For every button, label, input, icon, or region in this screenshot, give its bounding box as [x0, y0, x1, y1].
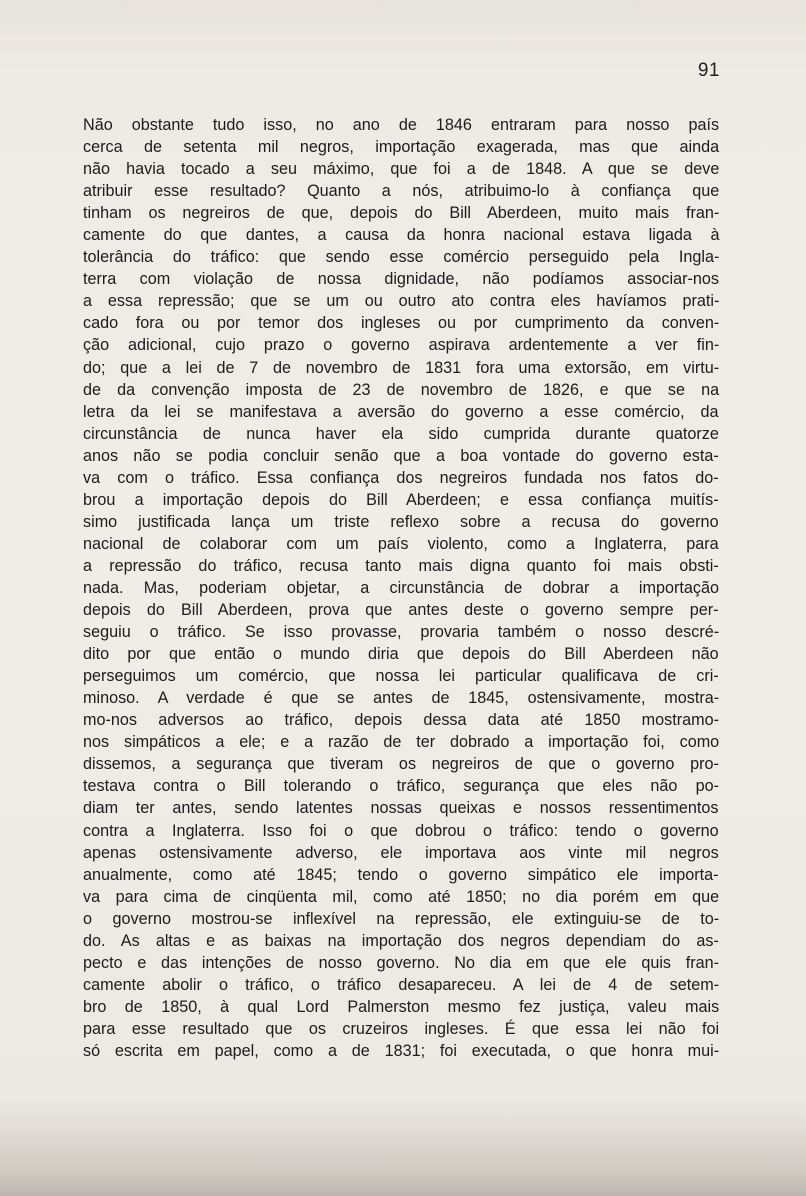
- text-line: pecto e das intenções de nosso governo. No dia em que ele quis fran-: [83, 953, 720, 972]
- text-line: não havia tocado a seu máximo, que foi a de 1848. A que se deve: [83, 160, 720, 179]
- text-line: anos não se podia concluir senão que a boa vontade do governo esta-: [83, 446, 719, 465]
- body-paragraph: [83, 114, 719, 1062]
- text-line: dissemos, a segurança que tiveram os negreiros de que o governo pro-: [83, 755, 719, 774]
- text-line: Não obstante tudo isso, no ano de 1846 entraram para nosso país: [83, 116, 720, 134]
- page-number: 91: [697, 60, 720, 81]
- text-line: anualmente, como até 1845; tendo o governo simpático ele importa-: [83, 865, 719, 884]
- text-line: simo justificada lança um triste reflexo sobre a recusa do governo: [83, 512, 719, 531]
- text-line: dito por que então o mundo diria que depois do Bill Aberdeen não: [83, 645, 719, 664]
- text-line: brou a importação depois do Bill Aberdeen; e essa confiança muitís-: [83, 490, 719, 509]
- text-line: a repressão do tráfico, recusa tanto mais digna quanto foi mais obsti-: [83, 556, 719, 575]
- text-line: do. As altas e as baixas na importação dos negros dependiam do as-: [83, 931, 719, 950]
- text-line: terra com violação de nossa dignidade, não podíamos associar-nos: [83, 270, 720, 289]
- text-line: diam ter antes, sendo latentes nossas queixas e nossos ressentimentos: [83, 799, 719, 818]
- text-line: nacional de colaborar com um país violento, como a Inglaterra, para: [83, 534, 719, 553]
- text-line: circunstância de nunca haver ela sido cumprida durante quatorze: [83, 424, 719, 443]
- text-line: depois do Bill Aberdeen, prova que antes deste o governo sempre per-: [83, 601, 719, 620]
- text-line: apenas ostensivamente adverso, ele importava aos vinte mil negros: [83, 843, 719, 862]
- text-line: testava contra o Bill tolerando o tráfico, segurança que eles não po-: [83, 777, 720, 796]
- text-line: tolerância do tráfico: que sendo esse comércio perseguido pela Ingla-: [83, 248, 720, 267]
- text-line: minoso. A verdade é que se antes de 1845, ostensivamente, mostra-: [83, 689, 720, 708]
- text-line: camente do que dantes, a causa da honra nacional estava ligada à: [83, 226, 720, 245]
- text-line: nos simpáticos a ele; e a razão de ter dobrado a importação foi, como: [83, 733, 720, 752]
- text-line: letra da lei se manifestava a aversão do governo a esse comércio, da: [83, 402, 719, 421]
- text-line: va para cima de cinqüenta mil, como até 1850; no dia porém em que: [83, 887, 720, 906]
- text-line: perseguimos um comércio, que nossa lei particular qualificava de cri-: [83, 667, 719, 686]
- text-line: o governo mostrou-se inflexível na repressão, ele extinguiu-se de to-: [83, 909, 720, 928]
- text-line: tinham os negreiros de que, depois do Bill Aberdeen, muito mais fran-: [83, 204, 720, 223]
- text-line: camente abolir o tráfico, o tráfico desapareceu. A lei de 4 de setem-: [83, 975, 720, 994]
- text-line: bro de 1850, à qual Lord Palmerston mesmo fez justiça, valeu mais: [83, 997, 720, 1016]
- text-line: cerca de setenta mil negros, importação exagerada, mas que ainda: [83, 138, 720, 157]
- text-line: contra a Inglaterra. Isso foi o que dobrou o tráfico: tendo o governo: [83, 821, 719, 840]
- text-line: de da convenção imposta de 23 de novembro de 1826, e que se na: [83, 380, 720, 399]
- text-line: a essa repressão; que se um ou outro ato contra eles havíamos prati-: [83, 292, 720, 311]
- text-line: ção adicional, cujo prazo o governo aspirava ardentemente a ver fin-: [83, 336, 720, 355]
- text-line: cado fora ou por temor dos ingleses ou por cumprimento da conven-: [83, 314, 720, 333]
- text-line: para esse resultado que os cruzeiros ingleses. É que essa lei não foi: [83, 1019, 720, 1038]
- text-line: só escrita em papel, como a de 1831; foi executada, o que honra mui-: [83, 1041, 720, 1060]
- text-line: va com o tráfico. Essa confiança dos negreiros fundada nos fatos do-: [83, 468, 719, 487]
- text-line: atribuir esse resultado? Quanto a nós, atribuimo-lo à confiança que: [83, 182, 720, 201]
- text-line: mo-nos adversos ao tráfico, depois dessa data até 1850 mostramo-: [83, 711, 719, 730]
- text-line: do; que a lei de 7 de novembro de 1831 fora uma extorsão, em virtu-: [83, 358, 720, 377]
- text-line: seguiu o tráfico. Se isso provasse, provaria também o nosso descré-: [83, 623, 720, 642]
- text-line: nada. Mas, poderiam objetar, a circunstância de dobrar a importação: [83, 578, 719, 597]
